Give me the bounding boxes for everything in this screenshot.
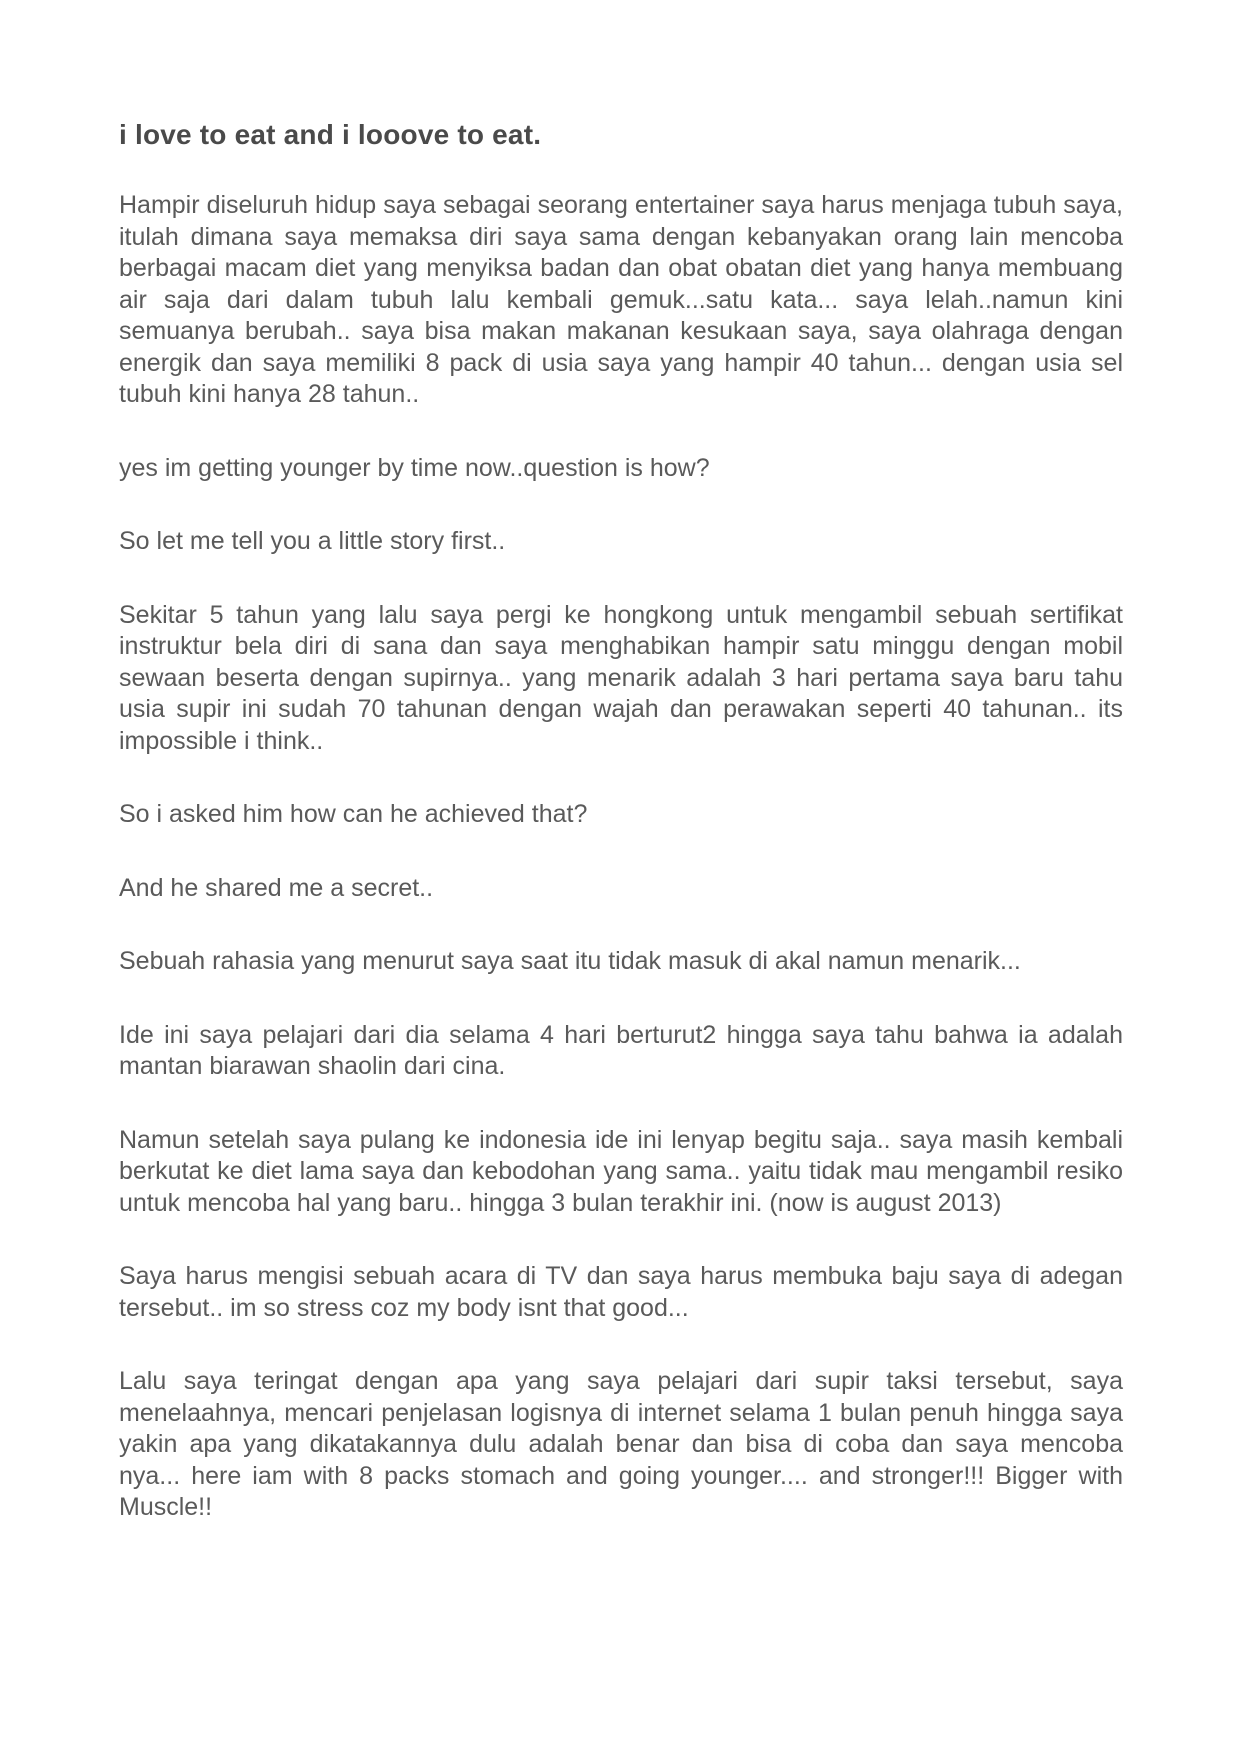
paragraph-return-indonesia: Namun setelah saya pulang ke indonesia ide ini lenyap begitu saja.. saya masih kembali berkutat ke diet lama saya dan kebodohan yang sama.. yaitu tidak mau mengambil resiko untuk mencoba hal yang baru.. hingga 3 bulan terakhir ini. (now is august 2013) [119, 1125, 1123, 1217]
paragraph-secret: And he shared me a secret.. [119, 873, 434, 902]
paragraph-conclusion: Lalu saya teringat dengan apa yang saya pelajari dari supir taksi tersebut, saya menelaahnya, mencari penjelasan logisnya di internet selama 1 bulan penuh hingga saya yakin apa yang dikatakannya dulu adalah benar dan bisa di coba dan saya mencoba nya... here iam with 8 packs stomach and going younger.... and stronger!!! Bigger with Muscle!! [119, 1367, 1123, 1521]
paragraph-asked: So i asked him how can he achieved that? [119, 800, 588, 828]
document-title: i love to eat and i looove to eat. [119, 119, 542, 150]
document-body [119, 118, 1123, 1566]
paragraph-rahasia: Sebuah rahasia yang menurut saya saat itu tidak masuk di akal namun menarik... [119, 947, 1021, 975]
paragraph-hongkong-story: Sekitar 5 tahun yang lalu saya pergi ke hongkong untuk mengambil sebuah sertifikat instruktur bela diri di sana dan saya menghabikan hampir satu minggu dengan mobil sewaan beserta dengan supirnya.. yang menarik adalah 3 hari pertama saya baru tahu usia supir ini sudah 70 tahunan dengan wajah dan perawakan seperti 40 tahunan.. its impossible i think.. [119, 600, 1123, 755]
paragraph-question: yes im getting younger by time now..question is how? [119, 453, 710, 482]
paragraph-tv-show: Saya harus mengisi sebuah acara di TV dan saya harus membuka baju saya di adegan tersebut.. im so stress coz my body isnt that good... [119, 1262, 1123, 1322]
paragraph-shaolin: Ide ini saya pelajari dari dia selama 4 hari berturut2 hingga saya tahu bahwa ia adalah mantan biarawan shaolin dari cina. [119, 1020, 1123, 1080]
paragraph-story-intro: So let me tell you a little story first.. [119, 527, 506, 555]
paragraph-intro: Hampir diseluruh hidup saya sebagai seorang entertainer saya harus menjaga tubuh saya, itulah dimana saya memaksa diri saya sama dengan kebanyakan orang lain mencoba berbagai macam diet yang menyiksa badan dan obat obatan diet yang hanya membuang air saja dari dalam tubuh lalu kembali gemuk...satu kata... saya lelah..namun kini semuanya berubah.. saya bisa makan makanan kesukaan saya, saya olahraga dengan energik dan saya memiliki 8 pack di usia saya yang hampir 40 tahun... dengan usia sel tubuh kini hanya 28 tahun.. [119, 191, 1123, 408]
